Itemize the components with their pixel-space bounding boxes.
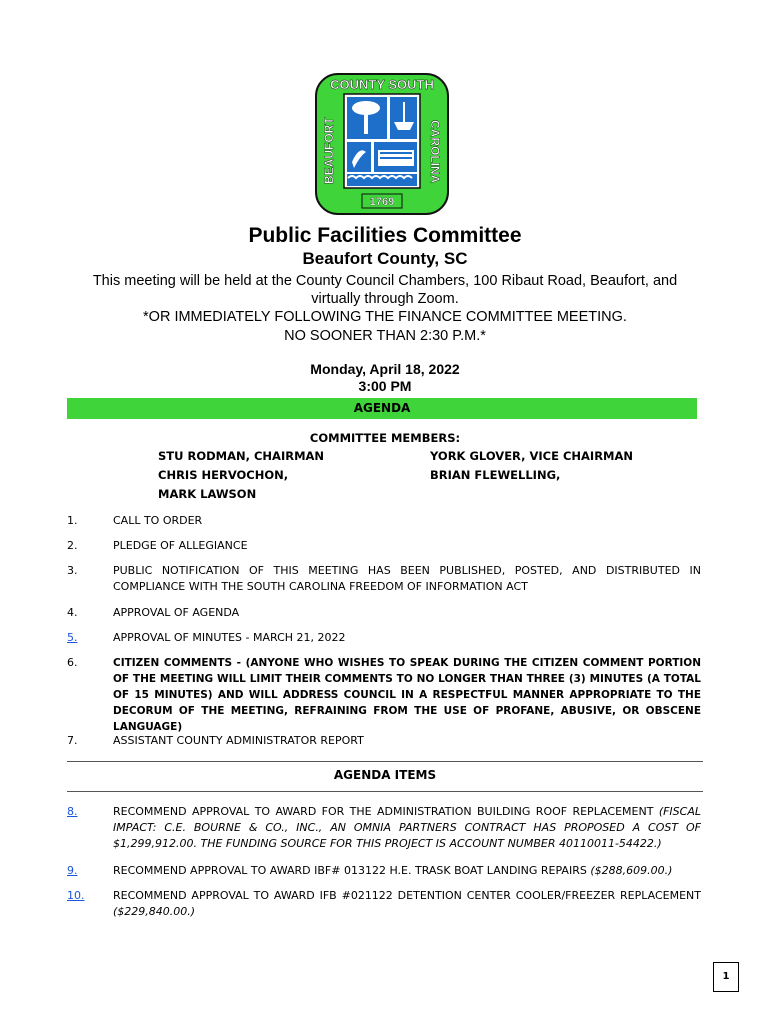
committee-heading: COMMITTEE MEMBERS: <box>309 431 461 445</box>
meeting-note-1: *OR IMMEDIATELY FOLLOWING THE FINANCE COMMITTEE MEETING. <box>143 309 627 325</box>
agenda-item-text <box>113 863 701 879</box>
page-subtitle: Beaufort County, SC <box>302 249 468 268</box>
item-number-link[interactable]: 8. <box>67 805 78 818</box>
meeting-note-2: NO SOONER THAN 2:30 P.M.* <box>284 328 486 344</box>
item-text: CITIZEN COMMENTS - (ANYONE WHO WISHES TO SPEAK DURING THE CITIZEN COMMENT PORTION OF THE MEETING WILL LIMIT THEIR COMMENTS TO NO LONGER THAN THREE (3) MINUTES (A TOTAL OF 15 MINUTES) AND WILL ADDRESS COUNCIL IN A RESPECTFUL MANNER APPROPRIATE TO THE DECORUM OF THE MEETING, REFRAINING FROM THE USE OF PROFANE, ABUSIVE, OR OBSCENE LANGUAGE) <box>113 657 701 733</box>
committee-member: STU RODMAN, CHAIRMAN <box>158 449 325 463</box>
item-number: 6. <box>67 656 78 669</box>
meeting-time: 3:00 PM <box>358 378 412 394</box>
item-text: APPROVAL OF MINUTES - MARCH 21, 2022 <box>113 631 346 644</box>
agenda-item-text <box>113 804 701 852</box>
item-number-link[interactable]: 10. <box>67 889 85 902</box>
committee-member: YORK GLOVER, VICE CHAIRMAN <box>430 449 634 463</box>
item-number-link[interactable]: 9. <box>67 864 78 877</box>
meeting-location: This meeting will be held at the County Council Chambers, 100 Ribaut Road, Beaufort, and virtually through Zoom. <box>92 273 678 307</box>
seal-right-text: CAROLINA <box>428 120 442 184</box>
agenda-item-title: RECOMMEND APPROVAL TO AWARD FOR THE ADMINISTRATION BUILDING ROOF REPLACEMENT <box>113 805 659 818</box>
page-title: Public Facilities Committee <box>248 224 522 247</box>
item-text: PUBLIC NOTIFICATION OF THIS MEETING HAS BEEN PUBLISHED, POSTED, AND DISTRIBUTED IN COMPLIANCE WITH THE SOUTH CAROLINA FREEDOM OF INFORMATION ACT <box>113 564 701 593</box>
divider <box>67 791 703 792</box>
item-number-link[interactable]: 5. <box>67 631 78 644</box>
agenda-item-title: RECOMMEND APPROVAL TO AWARD IBF# 013122 H.E. TRASK BOAT LANDING REPAIRS <box>113 864 591 877</box>
item-text: PLEDGE OF ALLEGIANCE <box>113 539 248 552</box>
seal-left-text: BEAUFORT <box>322 117 336 184</box>
seal-top-text: COUNTY SOUTH <box>330 77 434 92</box>
item-text: ASSISTANT COUNTY ADMINISTRATOR REPORT <box>113 734 364 747</box>
page-number: 1 <box>713 962 739 992</box>
agenda-items-heading: AGENDA ITEMS <box>333 768 437 782</box>
item-number: 2. <box>67 539 78 552</box>
agenda-item-detail: ($229,840.00.) <box>113 905 196 918</box>
item-number: 3. <box>67 564 78 577</box>
seal-year: 1769 <box>369 196 395 208</box>
committee-member: CHRIS HERVOCHON, <box>158 468 289 482</box>
item-text: APPROVAL OF AGENDA <box>113 606 240 619</box>
divider <box>67 761 703 762</box>
agenda-item-text <box>113 888 701 920</box>
committee-member: MARK LAWSON <box>158 487 257 501</box>
agenda-item-title: RECOMMEND APPROVAL TO AWARD IFB #021122 DETENTION CENTER COOLER/FREEZER REPLACEMENT <box>113 889 701 902</box>
agenda-banner: AGENDA <box>67 398 697 419</box>
meeting-date: Monday, April 18, 2022 <box>310 361 460 377</box>
county-seal-logo <box>314 72 450 216</box>
item-number: 7. <box>67 734 78 747</box>
committee-member: BRIAN FLEWELLING, <box>430 468 561 482</box>
agenda-item-detail: (FISCAL IMPACT: C.E. BOURNE & CO., INC., AN OMNIA PARTNERS CONTRACT HAS PROPOSED A COST OF $1,299,912.00. THE FUNDING SOURCE FOR THIS PROJECT IS ACCOUNT NUMBER 40110011-54422.) <box>113 805 701 850</box>
agenda-item-detail: ($288,609.00.) <box>590 864 673 877</box>
item-number: 4. <box>67 606 78 619</box>
item-number: 1. <box>67 514 78 527</box>
item-text: CALL TO ORDER <box>113 514 203 527</box>
